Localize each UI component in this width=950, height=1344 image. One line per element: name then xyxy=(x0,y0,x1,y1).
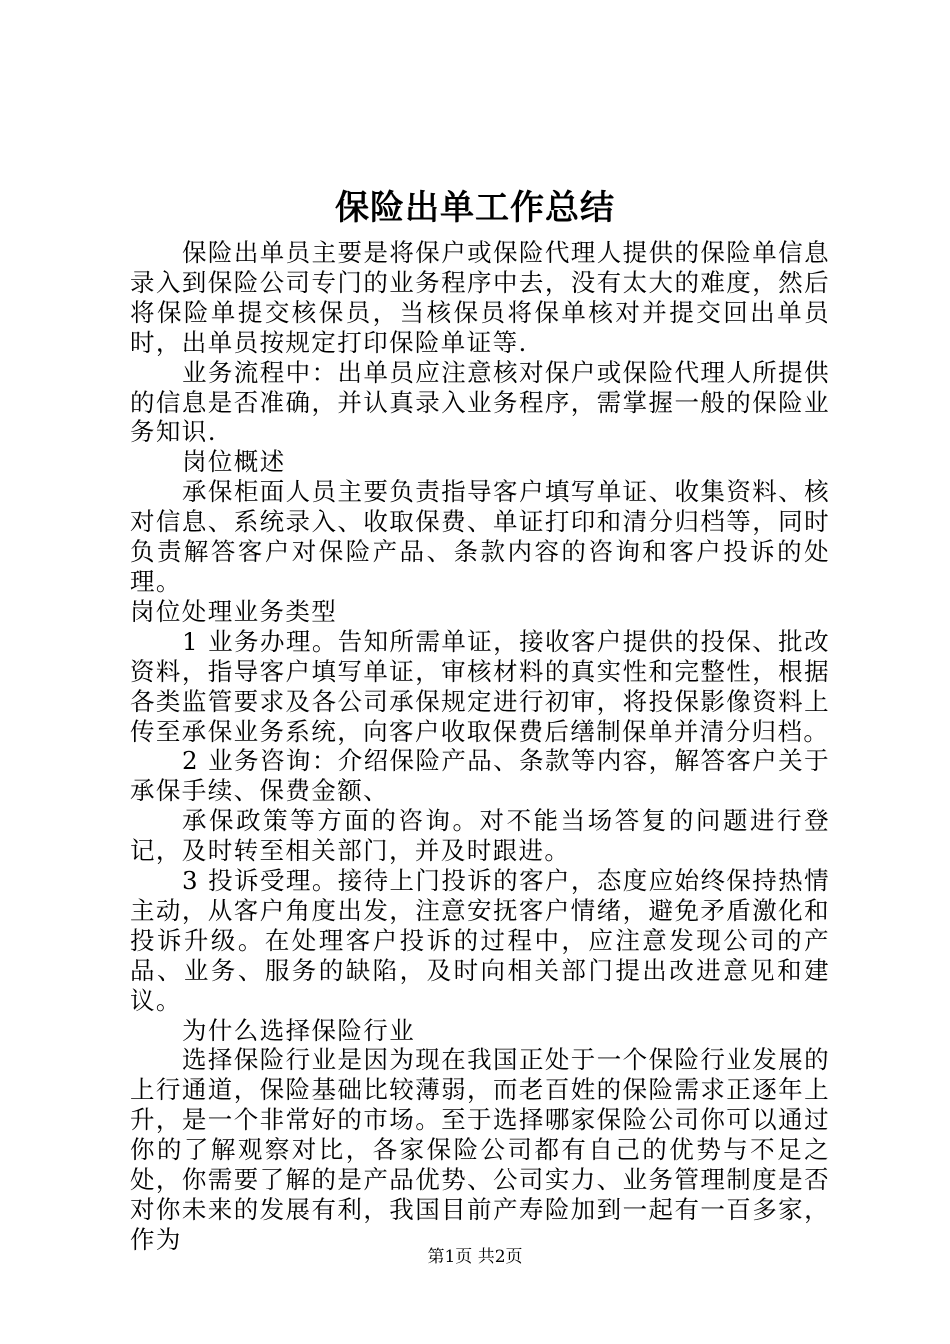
paragraph-workflow: 业务流程中：出单员应注意核对保户或保险代理人所提供的信息是否准确，并认真录入业务程序，需掌握一般的保险业务知识. xyxy=(130,357,830,447)
page-title: 保险出单工作总结 xyxy=(335,188,615,228)
paragraph-business-consulting: 2 业务咨询：介绍保险产品、条款等内容，解答客户关于承保手续、保费金额、 xyxy=(130,746,830,806)
section-heading-business-types: 岗位处理业务类型 xyxy=(130,596,338,626)
section-heading-why-insurance: 为什么选择保险行业 xyxy=(182,1015,416,1045)
paragraph-complaint-handling: 3 投诉受理。接待上门投诉的客户，态度应始终保持热情主动，从客户角度出发，注意安抚客户情绪，避免矛盾激化和投诉升级。在处理客户投诉的过程中，应注意发现公司的产品、业务、服务的缺陷，及时向相关部门提出改进意见和建议。 xyxy=(130,866,830,1015)
paragraph-why-insurance: 选择保险行业是因为现在我国正处于一个保险行业发展的上行通道，保险基础比较薄弱，而老百姓的保险需求正逐年上升，是一个非常好的市场。至于选择哪家保险公司你可以通过你的了解观察对比，各家保险公司都有自己的优势与不足之处，你需要了解的是产品优势、公司实力、业务管理制度是否对你未来的发展有利，我国目前产寿险加到一起有一百多家，作为 xyxy=(130,1045,830,1254)
page-footer: 第1页 共2页 xyxy=(427,1247,523,1267)
paragraph-policy-consulting: 承保政策等方面的咨询。对不能当场答复的问题进行登记，及时转至相关部门，并及时跟进。 xyxy=(130,806,830,866)
paragraph-intro: 保险出单员主要是将保户或保险代理人提供的保险单信息录入到保险公司专门的业务程序中去，没有太大的难度，然后将保险单提交核保员，当核保员将保单核对并提交回出单员时，出单员按规定打印保险单证等. xyxy=(130,238,830,357)
paragraph-business-handling: 1 业务办理。告知所需单证，接收客户提供的投保、批改资料，指导客户填写单证，审核材料的真实性和完整性，根据各类监管要求及各公司承保规定进行初审，将投保影像资料上传至承保业务系统，向客户收取保费后缮制保单并清分归档。 xyxy=(130,626,830,746)
document-body xyxy=(130,238,830,1255)
paragraph-job-overview: 承保柜面人员主要负责指导客户填写单证、收集资料、核对信息、系统录入、收取保费、单证打印和清分归档等，同时负责解答客户对保险产品、条款内容的咨询和客户投诉的处理。 xyxy=(130,477,830,596)
section-heading-job-overview: 岗位概述 xyxy=(182,447,286,477)
